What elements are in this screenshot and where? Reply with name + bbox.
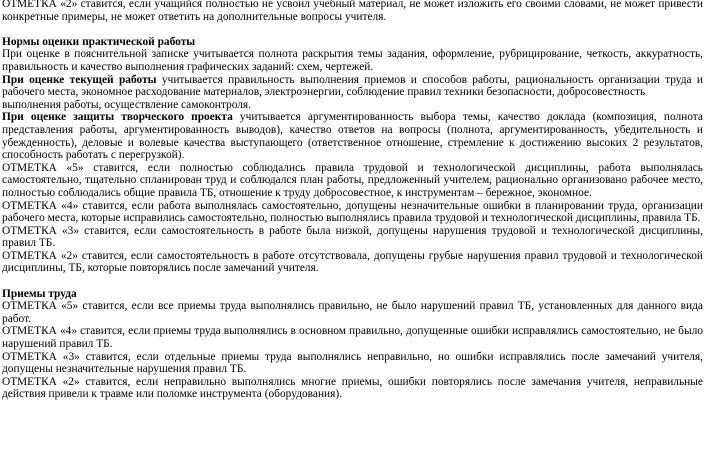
document-page (2, 0, 703, 401)
current-work-lead: При оценке текущей работы (2, 73, 157, 86)
practical-grade-2: ОТМЕТКА «2» ставится, если самостоятельность в работе отсутствовала, допущены грубые нарушения правил трудовой и технологической дисциплины, ТБ, которые повторялись после замечаний учителя. (2, 249, 703, 275)
current-work-text: учитывается правильность выполнения приемов и способов работы, рациональность организации труда и рабочего места, экономное расходование материалов, электроэнергии, соблюдение правил техники безопасности, добросовестность (2, 73, 703, 99)
practical-grade-3: ОТМЕТКА «3» ставится, если самостоятельность в работе была низкой, допущены нарушения трудовой и технологической дисциплины, правил ТБ. (2, 224, 703, 250)
blank-line (2, 275, 703, 288)
practical-grade-5: ОТМЕТКА «5» ставится, если полностью соблюдались правила трудовой и технологической дисциплины, работа выполнялась самостоятельно, тщательно спланирован труд и соблюдался план работы, предложенный учителем, рационально организовано рабочее место, полностью соблюдались общие правила ТБ, отношение к труду добросовестное, к инструментам – бережное, экономное. (2, 161, 703, 199)
explanatory-note-paragraph: При оценке в пояснительной записке учитывается полнота раскрытия темы задания, оформление, рубрицирование, четкость, аккуратность, правильность и качество выполнения графических заданий: схем, чертежей. (2, 48, 703, 73)
labor-grade-3: ОТМЕТКА «3» ставится, если отдельные приемы труда выполнялись неправильно, но ошибки исправлялись после замечаний учителя, допущены незначительные нарушения правил ТБ. (2, 350, 703, 376)
current-work-paragraph (2, 74, 703, 99)
labor-grade-4: ОТМЕТКА «4» ставится, если приемы труда выполнялись в основном правильно, допущенные ошибки исправлялись самостоятельно, не было нарушений правил ТБ. (2, 325, 703, 351)
practical-grade-4: ОТМЕТКА «4» ставится, если работа выполнялась самостоятельно, допущены незначительные ошибки в планировании труда, организации рабочего места, которые исправились самостоятельно, полностью выполнялись правила трудовой и технологической дисциплины, правила ТБ. (2, 199, 703, 225)
project-defense-lead: При оценке защиты творческого проекта (2, 111, 233, 124)
project-defense-text: учитывается аргументированность выбора темы, качество доклада (композиция, полнота представления работы, аргументированность выводов), качество ответов на вопросы (полнота, аргументированность, убедительность и убежденность), деловые и волевые качества выступающего (ответственное отношение, стремление к достижению высоких 2 результатов, способность работать с перегрузкой). (2, 111, 703, 162)
labor-grade-5: ОТМЕТКА «5» ставится, если все приемы труда выполнялись правильно, не было нарушений правил ТБ, установленных для данного вида работ. (2, 300, 703, 325)
project-defense-paragraph (2, 111, 703, 161)
blank-line (2, 23, 703, 36)
intro-paragraph: ОТМЕТКА «2» ставится, если учащийся полностью не усвоил учебный материал, не может изложить его своими словами, не может привести конкретные примеры, не может ответить на дополнительные вопросы учителя. (2, 0, 703, 23)
current-work-tail: выполнения работы, осуществление самоконтроля. (2, 98, 252, 111)
labor-methods-heading: Приемы труда (2, 287, 77, 300)
practical-work-heading: Нормы оценки практической работы (2, 35, 196, 48)
labor-grade-2: ОТМЕТКА «2» ставится, если неправильно выполнялись многие приемы, ошибки повторялись после замечания учителя, неправильные действия привели к травме или поломке инструмента (оборудования). (2, 375, 703, 401)
